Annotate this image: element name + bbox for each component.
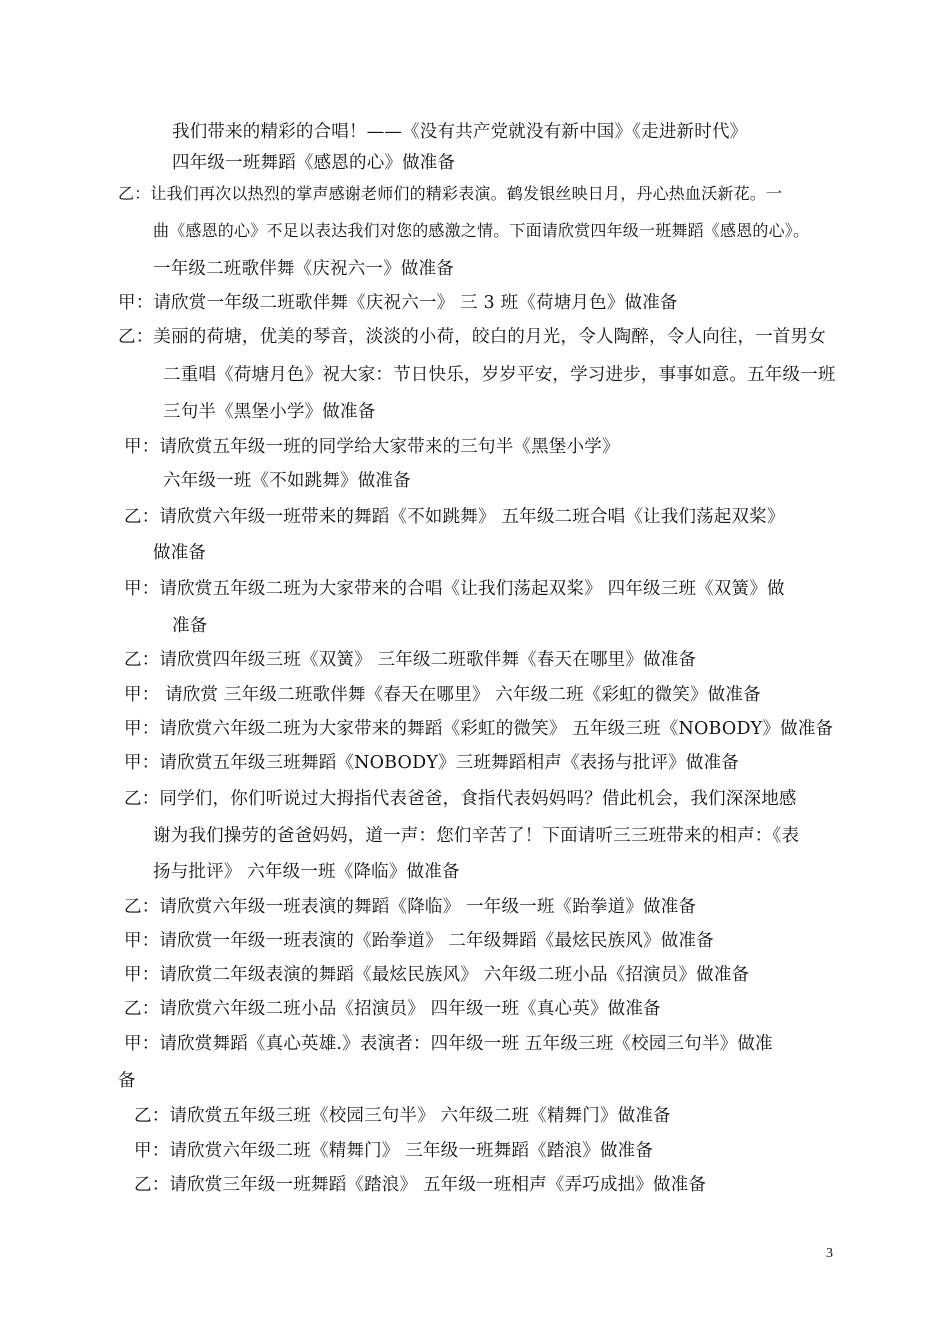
text-line-7: 乙：美丽的荷塘，优美的琴音，淡淡的小荷，皎白的月光，令人陶醉，令人向往，一首男女: [118, 327, 826, 347]
text-line-16: 乙：请欣赏四年级三班《双簧》 三年级二班歌伴舞《春天在哪里》做准备: [124, 650, 697, 670]
text-line-30: 甲：请欣赏六年级二班《精舞门》 三年级一班舞蹈《踏浪》做准备: [134, 1141, 654, 1161]
text-line-20: 乙：同学们，你们听说过大拇指代表爸爸，食指代表妈妈吗？借此机会，我们深深地感: [124, 789, 797, 809]
text-line-13: 做准备: [153, 543, 207, 563]
text-line-2: 四年级一班舞蹈《感恩的心》做准备: [172, 153, 456, 173]
text-line-14: 甲：请欣赏五年级二班为大家带来的合唱《让我们荡起双桨》 四年级三班《双簧》做: [124, 579, 785, 599]
text-line-28: 备: [118, 1071, 136, 1091]
text-line-18: 甲：请欣赏六年级二班为大家带来的舞蹈《彩虹的微笑》 五年级三班《NOBODY》做准备: [124, 719, 834, 739]
text-line-1: 我们带来的精彩的合唱！——《没有共产党就没有新中国》《走进新时代》: [172, 122, 748, 142]
text-line-15: 准备: [172, 616, 208, 636]
text-line-6: 甲：请欣赏一年级二班歌伴舞《庆祝六一》 三 3 班《荷塘月色》做准备: [118, 293, 678, 313]
text-line-24: 甲：请欣赏一年级一班表演的《跆拳道》 二年级舞蹈《最炫民族风》做准备: [124, 931, 714, 951]
text-line-25: 甲：请欣赏二年级表演的舞蹈《最炫民族风》 六年级二班小品《招演员》做准备: [124, 965, 750, 985]
text-line-10: 甲：请欣赏五年级一班的同学给大家带来的三句半《黑堡小学》: [124, 437, 620, 457]
text-line-9: 三句半《黑堡小学》做准备: [163, 402, 376, 422]
text-line-4: 曲《感恩的心》不足以表达我们对您的感激之情。下面请欣赏四年级一班舞蹈《感恩的心》。: [153, 221, 810, 240]
text-line-29: 乙：请欣赏五年级三班《校园三句半》 六年级二班《精舞门》做准备: [134, 1106, 671, 1126]
text-line-22: 扬与批评》 六年级一班《降临》做准备: [153, 862, 460, 882]
text-line-12: 乙：请欣赏六年级一班带来的舞蹈《不如跳舞》 五年级二班合唱《让我们荡起双桨》: [124, 507, 785, 527]
page-number: 3: [826, 1246, 833, 1261]
text-line-26: 乙：请欣赏六年级二班小品《招演员》 四年级一班《真心英》做准备: [124, 999, 661, 1019]
text-line-11: 六年级一班《不如跳舞》做准备: [163, 471, 411, 491]
text-line-31: 乙：请欣赏三年级一班舞蹈《踏浪》 五年级一班相声《弄巧成拙》做准备: [134, 1175, 707, 1195]
text-line-5: 一年级二班歌伴舞《庆祝六一》做准备: [153, 259, 454, 279]
text-line-23: 乙：请欣赏六年级一班表演的舞蹈《降临》 一年级一班《跆拳道》做准备: [124, 897, 697, 917]
text-line-3: 乙：让我们再次以热烈的掌声感谢老师们的精彩表演。鹤发银丝映日月，丹心热血沃新花。一: [118, 184, 783, 203]
text-line-19: 甲：请欣赏五年级三班舞蹈《NOBODY》三班舞蹈相声《表扬与批评》做准备: [124, 753, 739, 773]
text-line-27: 甲：请欣赏舞蹈《真心英雄.》表演者：四年级一班 五年级三班《校园三句半》做准: [124, 1034, 773, 1054]
text-line-8: 二重唱《荷塘月色》祝大家：节日快乐，岁岁平安，学习进步，事事如意。五年级一班: [163, 365, 836, 385]
text-line-17: 甲： 请欣赏 三年级二班歌伴舞《春天在哪里》 六年级二班《彩虹的微笑》做准备: [124, 685, 761, 705]
text-line-21: 谢为我们操劳的爸爸妈妈，道一声：您们辛苦了！下面请听三三班带来的相声：《表: [153, 826, 800, 846]
